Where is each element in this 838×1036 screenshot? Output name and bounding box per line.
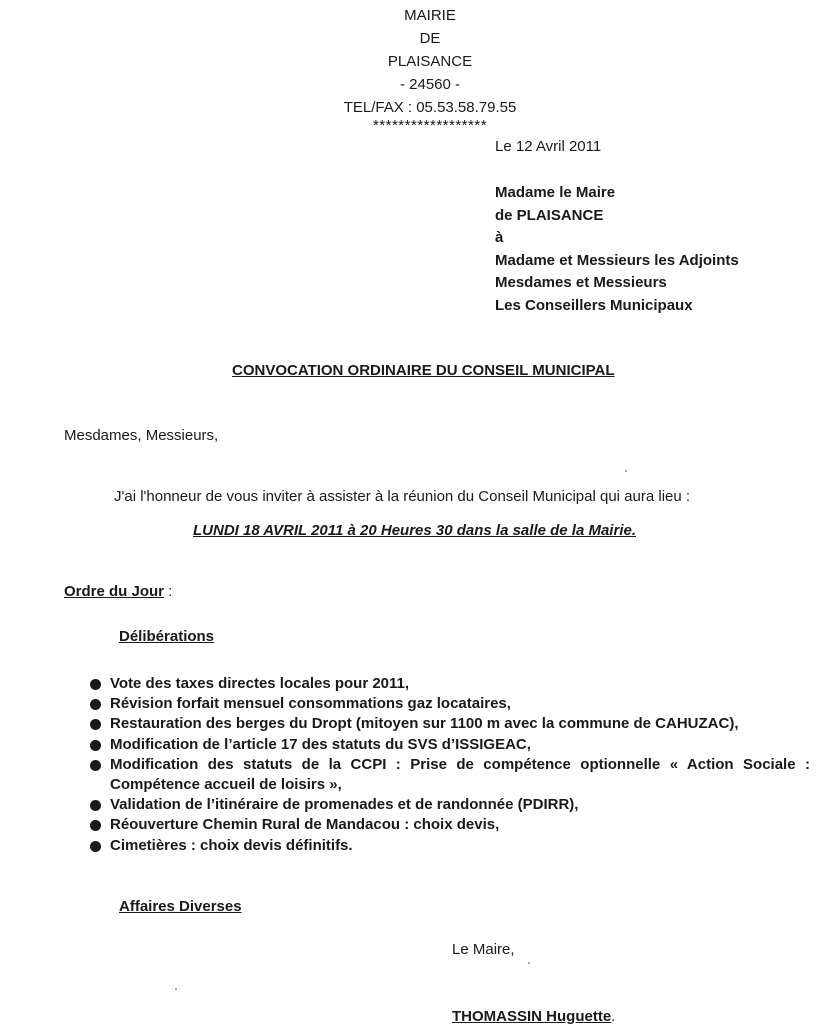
bullet-icon [90,740,101,751]
agenda-label-suffix: : [164,583,173,600]
agenda-item-text: Restauration des berges du Dropt (mitoyen sur 1100 m avec la commune de CAHUZAC), [110,715,739,733]
agenda-item [90,735,810,755]
agenda-item [90,836,810,856]
letterhead-line-de: DE [419,30,441,47]
recipient-line: Les Conseillers Municipaux [495,296,693,314]
agenda-item [90,815,810,835]
agenda-item [90,755,810,795]
bullet-icon [90,719,101,730]
recipient-line: Madame le Maire [495,184,616,201]
document-title: CONVOCATION ORDINAIRE DU CONSEIL MUNICIPAL [232,362,615,379]
agenda-item [90,714,810,734]
agenda-item [90,694,810,714]
recipient-line: Madame et Messieurs les Adjoints [495,251,739,269]
letterhead-postcode: - 24560 - [399,76,461,93]
agenda-item-text: Modification de l’article 17 des statuts du SVS d’ISSIGEAC, [110,735,531,753]
recipient-line: à [495,229,504,246]
bullet-icon [90,841,101,852]
agenda-item [90,795,810,815]
agenda-item-text: Cimetières : choix devis définitifs. [110,836,353,854]
agenda-label-text: Ordre du Jour [64,583,165,600]
agenda-item-text: Réouverture Chemin Rural de Mandacou : choix devis, [110,816,500,834]
bullet-icon [90,699,101,710]
letterhead [240,4,620,133]
agenda-label [64,583,172,600]
letterhead-phone: TEL/FAX : 05.53.58.79.55 [343,99,517,116]
agenda-list [90,674,810,856]
recipient-line: de PLAISANCE [495,206,604,224]
letterhead-line-mairie: MAIRIE [404,7,456,24]
recipients-block [495,182,739,317]
scan-speck [528,962,530,964]
meeting-details: LUNDI 18 AVRIL 2011 à 20 Heures 30 dans la salle de la Mairie. [193,522,636,539]
agenda-item-text: Validation de l’itinéraire de promenades et de randonnée (PDIRR), [110,796,579,814]
recipient-line: Mesdames et Messieurs [495,274,667,291]
closing-title: Le Maire, [452,941,515,958]
bullet-icon [90,800,101,811]
letterhead-line-town: PLAISANCE [387,53,473,70]
deliberations-heading: Délibérations [119,628,215,645]
agenda-item-text: Modification des statuts de la CCPI : Prise de compétence optionnelle « Action Sociale : Compétence accueil de loisirs », [110,755,810,794]
bullet-icon [90,760,101,771]
salutation: Mesdames, Messieurs, [64,427,219,444]
agenda-item [90,674,810,694]
scan-speck [175,988,177,990]
signatory-suffix: . [611,1008,616,1025]
affaires-diverses-heading: Affaires Diverses [119,898,242,915]
signatory-name: THOMASSIN Huguette [452,1008,612,1025]
letterhead-separator: ****************** [372,117,488,134]
agenda-item-text: Vote des taxes directes locales pour 2011, [110,675,410,692]
invitation-text: J'ai l'honneur de vous inviter à assister à la réunion du Conseil Municipal qui aura lieu : [114,488,691,505]
letter-date: Le 12 Avril 2011 [495,138,602,155]
bullet-icon [90,679,101,690]
scan-speck [625,470,627,472]
bullet-icon [90,820,101,831]
agenda-item-text: Révision forfait mensuel consommations gaz locataires, [110,695,511,713]
signatory [452,1008,615,1025]
